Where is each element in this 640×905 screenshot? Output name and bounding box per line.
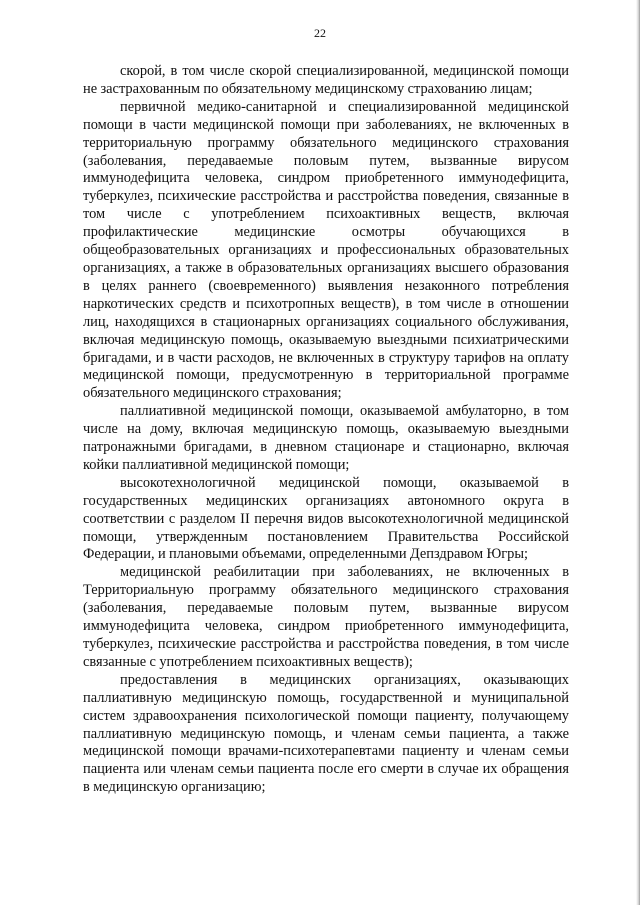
paragraph-palliative-care: паллиативной медицинской помощи, оказываемой амбулаторно, в том числе на дому, включая медицинскую помощь, оказываемую выездными патронажными бригадами, в дневном стационаре и стационарно, включая койки паллиативной медицинской помощи; [83, 403, 569, 473]
paragraph-psychological-help: предоставления в медицинских организациях, оказывающих паллиативную медицинскую помощь, государственной и муниципальной систем здравоохранения психологической помощи пациенту, получающему паллиативную медицинскую помощь, и членам семьи пациента, а также медицинской помощи врачами-психотерапевтами пациенту и членам семьи пациента или членам семьи пациента после его смерти в случае их обращения в медицинскую организацию; [83, 671, 569, 796]
paragraph-high-tech-care: высокотехнологичной медицинской помощи, оказываемой в государственных медицинских организациях автономного округа в соответствии с разделом II перечня видов высокотехнологичной медицинской помощи, утвержденным постановлением Правительства Российской Федерации, и плановыми объемами, определенными Депздравом Югры; [83, 474, 569, 563]
paragraph-emergency-care: скорой, в том числе скорой специализированной, медицинской помощи не застрахованным по обязательному медицинскому страхованию лицам; [83, 63, 569, 97]
paragraph-rehabilitation: медицинской реабилитации при заболеваниях, не включенных в Территориальную программу обязательного медицинского страхования (заболевания, передаваемые половым путем, вызванные вирусом иммунодефицита человека, синдром приобретенного иммунодефицита, туберкулез, психические расстройства и расстройства поведения, в том числе связанные с употреблением психоактивных веществ); [83, 564, 569, 670]
document-body [83, 63, 569, 797]
scan-edge [636, 0, 640, 905]
page-number: 22 [314, 26, 326, 40]
paragraph-primary-care: первичной медико-санитарной и специализированной медицинской помощи в части медицинской помощи при заболеваниях, не включенных в территориальную программу обязательного медицинского страхования (заболевания, передаваемые половым путем, вызванные вирусом иммунодефицита человека, синдром приобретенного иммунодефицита, туберкулез, психические расстройства и расстройства поведения, связанные в том числе с употреблением психоактивных веществ, включая профилактические медицинские осмотры обучающихся в общеобразовательных организациях и профессиональных образовательных организациях, а также в образовательных организациях высшего образования в целях раннего (своевременного) выявления незаконного потребления наркотических средств и психотропных веществ), в том числе в отношении лиц, находящихся в стационарных организациях социального обслуживания, включая медицинскую помощь, оказываемую выездными психиатрическими бригадами, и в части расходов, не включенных в структуру тарифов на оплату медицинской помощи, предусмотренную в территориальной программе обязательного медицинского страхования; [83, 98, 569, 402]
